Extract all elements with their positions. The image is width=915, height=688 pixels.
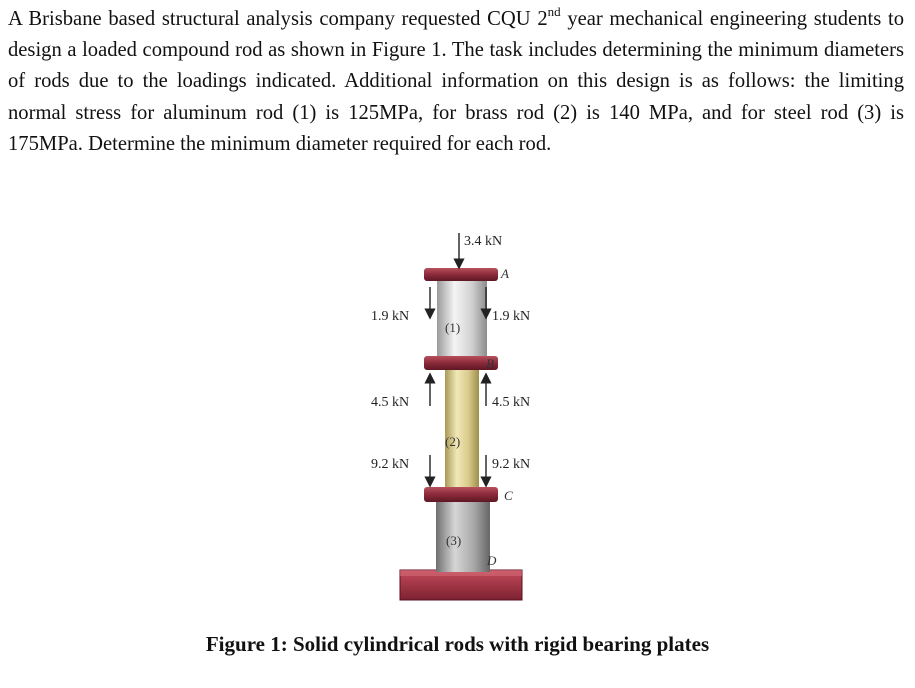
load-label-b-left: 4.5 kN [371, 395, 410, 410]
rod-label-3: (3) [446, 533, 462, 548]
plate-a [424, 268, 498, 281]
rod-label-2: (2) [445, 434, 461, 449]
rod-label-1: (1) [445, 320, 461, 335]
base-support [400, 570, 522, 600]
ordinal-superscript: nd [547, 4, 561, 20]
plate-c [424, 487, 498, 502]
problem-text-part2: year mechanical engineering students to design a loaded compound rod as shown in Figure 1. The task includes determining the minimum diameters of rods due to the loadings indicated. Additional information on this design is as follows: the limiting normal stress for aluminum rod (1) is 125MPa, for brass rod (2) is 140 MPa, and for steel rod (3) is 175MPa. Determine the minimum diameter required for each rod. [8, 8, 904, 155]
point-label-d: D [487, 553, 497, 568]
point-label-a: A [501, 266, 509, 281]
figure-caption: Figure 1: Solid cylindrical rods with rigid bearing plates [205, 632, 710, 656]
aluminum-rod-1 [437, 278, 487, 360]
load-label-c-left: 9.2 kN [371, 457, 410, 472]
point-label-c: C [504, 488, 513, 503]
load-label-c-right: 9.2 kN [492, 457, 531, 472]
problem-text-part1: A Brisbane based structural analysis company requested CQU 2 [8, 8, 548, 30]
point-label-b: B [486, 356, 494, 371]
load-label-a-right: 1.9 kN [492, 309, 531, 324]
load-label-a-left: 1.9 kN [371, 309, 410, 324]
load-label-top: 3.4 kN [464, 234, 503, 249]
load-label-b-right: 4.5 kN [492, 395, 531, 410]
steel-rod-3 [436, 500, 490, 572]
brass-rod-2 [445, 368, 479, 494]
